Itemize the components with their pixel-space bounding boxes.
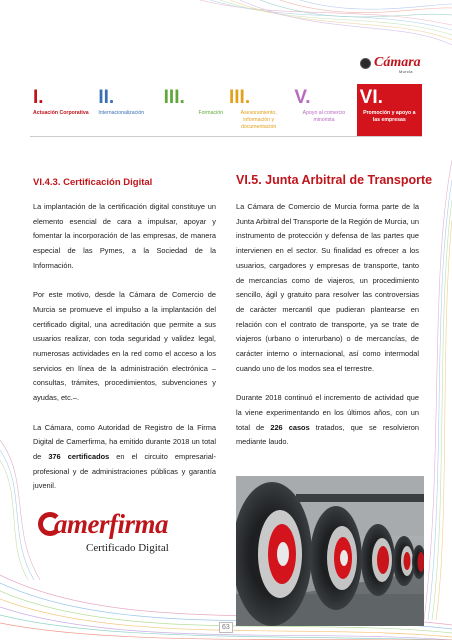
paragraph (33, 421, 216, 495)
tab-label: Apoyo al comercio minorista (302, 110, 346, 123)
tab-number: V. (294, 87, 311, 108)
tab-label: Promoción y apoyo a las empresas (363, 110, 416, 123)
camara-murcia-logo (360, 50, 430, 76)
truck-wheels-photo (236, 476, 424, 626)
tab-label: Asesoramiento, información y documentación (240, 110, 277, 130)
text-run: Durante 2018 continuó el incremento de actividad que la viene experimentando en los últimos años, con un total de (236, 393, 419, 432)
section-tabs (30, 84, 422, 137)
paragraph: La Cámara de Comercio de Murcia forma parte de la Junta Arbitral del Transporte de la Región de Murcia, un instrumento de protección y defensa de las partes que intervienen en el sector. Su finalidad es ofrecer a los usuarios, cargadores y empresas de transporte, tanto de mercancías como de viajeros, un procedimiento sencillo, ágil y gratuito para resolver las controversias de carácter mercantil que pudieran plantearse en relación con el contrato de transporte, ya se trate de viajeros (urbano o interurbano) o de mercancías, de carácter interno o internacional, así como intermodal cuando uno de los modos sea el terrestre. (236, 202, 419, 373)
section-heading-junta-arbitral: VI.5. Junta Arbitral de Transporte (236, 173, 433, 187)
tab-number: I. (33, 87, 44, 108)
tab-apoyo-comercio-minorista[interactable] (291, 84, 356, 137)
tab-number: III. (163, 87, 185, 108)
logo-city: Murcia (399, 69, 413, 74)
logo-word: Cámara (374, 55, 421, 70)
camerfirma-logo (42, 510, 202, 562)
seal-icon (360, 58, 371, 69)
tab-number: III. (228, 87, 251, 108)
paragraph (236, 391, 419, 450)
tab-actuacion-corporativa[interactable] (30, 84, 95, 137)
paragraph: La implantación de la certificación digital constituye un elemento esencial de cara a impulsar, apoyar y fomentar la incorporación de las empresas, de manera especial de las Pymes, a la Sociedad de la Información. (33, 202, 216, 270)
tab-number: VI. (359, 87, 383, 108)
text-run: en el circuito empresarial-profesional y de administraciones públicas y garantía juvenil. (33, 451, 217, 491)
page-number: 63 (219, 622, 233, 633)
tab-asesoramiento[interactable] (226, 84, 291, 137)
tab-promocion-apoyo-empresas[interactable] (357, 84, 422, 137)
decorative-swirl-right (424, 160, 452, 620)
left-column-text (33, 200, 216, 494)
tab-internacionalizacion[interactable] (95, 84, 160, 137)
paragraph: Por este motivo, desde la Cámara de Comercio de Murcia se promueve el impulso a la implantación del certificado digital, una acreditación que permite a sus usuarios realizar, con toda seguridad y validez legal, numerosas actividades en la red como el acceso a los servicios en línea de la administración electrónica –consultas, trámites, procedimientos, subvenciones y ayudas, etc.–. (33, 290, 216, 403)
text-run: tratados, que se resolvieron mediante laudo. (236, 422, 419, 447)
highlight-casos: 226 casos (270, 422, 310, 432)
tab-label: Formación (198, 110, 223, 116)
right-column-text (236, 200, 419, 450)
tab-number: II. (98, 87, 115, 108)
tab-label: Actuación Corporativa (33, 110, 89, 116)
highlight-certificados: 376 certificados (48, 451, 110, 461)
tab-formacion[interactable] (161, 84, 226, 137)
section-heading-certificacion: VI.4.3. Certificación Digital (33, 177, 153, 188)
tab-label: Internacionalización (98, 110, 145, 116)
text-run: La Cámara, como Autoridad de Registro de la Firma Digital de Camerfirma, ha emitido durante 2018 un total de (33, 422, 216, 461)
camerfirma-brand: amerfirma (54, 509, 168, 539)
camerfirma-subtitle: Certificado Digital (86, 542, 169, 554)
